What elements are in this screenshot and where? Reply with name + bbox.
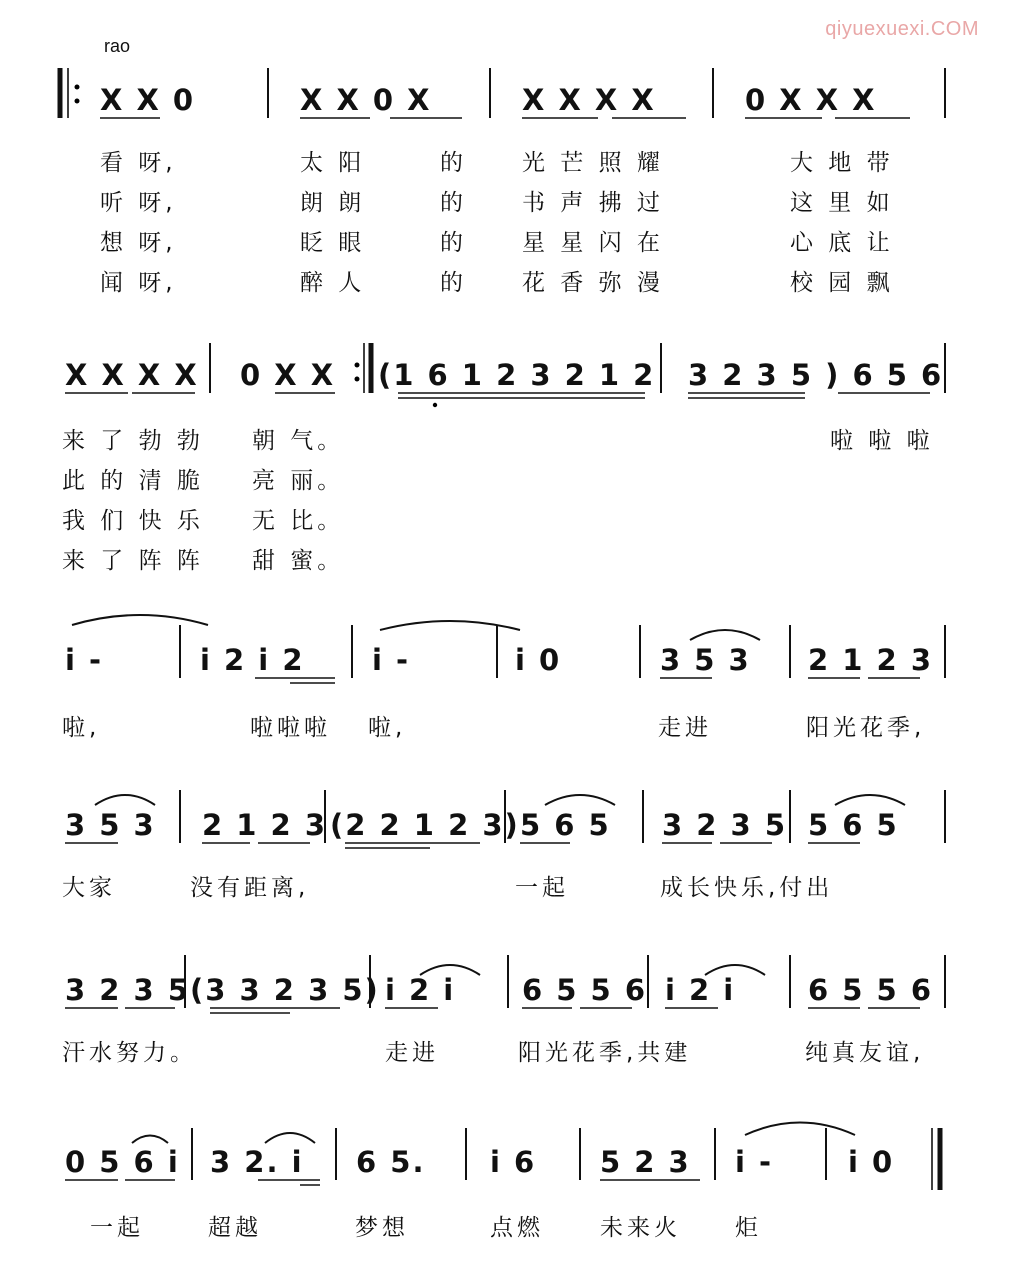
- system-4: [62, 790, 945, 901]
- measure-notes: i 2 i: [665, 973, 736, 1007]
- measure-notes: 6 5.: [356, 1145, 426, 1179]
- lyric: 梦想: [355, 1215, 409, 1241]
- lyric: 啦啦啦: [250, 715, 331, 741]
- slur: [265, 1133, 315, 1143]
- measure-notes: 3 2 3 5 ) 6 5 6: [688, 358, 944, 392]
- watermark-text: qiyuexuexi.COM: [825, 18, 979, 40]
- lyric: 啦,: [62, 715, 101, 741]
- lyric: 超越: [208, 1215, 262, 1241]
- system-3: [62, 615, 945, 741]
- measure-notes: 0 X X: [240, 358, 336, 392]
- measure-notes: 2 1 2 3: [808, 643, 934, 677]
- lyric: 我 们 快 乐: [62, 508, 204, 534]
- lyric: 校 园 飘: [790, 270, 894, 296]
- lyric: 阳光花季,共建: [518, 1040, 692, 1066]
- lyric: 未来火: [600, 1215, 681, 1241]
- measure-notes: X X X X: [65, 358, 199, 392]
- final-lyric-line: [90, 1215, 762, 1241]
- lyric: 朝 气。: [252, 428, 345, 454]
- lyric: 炬: [735, 1215, 762, 1241]
- lyric: 阳光花季,: [806, 715, 926, 741]
- system-6: [65, 1123, 940, 1242]
- lyric: 此 的 清 脆: [62, 468, 204, 494]
- lyric: 没有距离,: [190, 875, 310, 901]
- octave-dot: [433, 403, 437, 407]
- lyric: 星 星 闪 在: [522, 230, 664, 256]
- system-2: [62, 343, 945, 574]
- measure-notes: 3 2 3 5: [662, 808, 788, 842]
- lyric: 点燃: [490, 1215, 544, 1241]
- lyric: 一起: [515, 875, 569, 901]
- lyric: 纯真友谊,: [805, 1040, 925, 1066]
- lyric: 的: [440, 150, 467, 176]
- repeat-dot: [355, 363, 360, 368]
- lyric: 亮 丽。: [252, 468, 345, 494]
- measure-notes: i 0: [848, 1145, 895, 1179]
- lyric: 花 香 弥 漫: [522, 270, 664, 296]
- measure-notes: 3 2 3 5: [65, 973, 191, 1007]
- verse-4: [100, 270, 894, 296]
- lyric: 想 呀,: [100, 230, 177, 256]
- measure-notes: X X 0: [100, 83, 196, 117]
- lyric: 甜 蜜。: [252, 548, 345, 574]
- lyric: 的: [440, 190, 467, 216]
- measure-notes: i 2 i: [385, 973, 456, 1007]
- measure-notes: 6 5 5 6: [522, 973, 648, 1007]
- lyric: 太 阳: [300, 150, 366, 176]
- measure-notes: i 6: [490, 1145, 537, 1179]
- repeat-dot: [355, 377, 360, 382]
- measure-notes: 5 2 3: [600, 1145, 691, 1179]
- lyric: 朗 朗: [300, 190, 366, 216]
- lyric: 大家: [62, 875, 116, 901]
- slur: [690, 630, 760, 640]
- measure-notes: 5 6 5: [520, 808, 611, 842]
- lyric: 心 底 让: [790, 230, 894, 256]
- lyric: 来 了 勃 勃: [62, 428, 204, 454]
- measure-notes: (2 2 1 2 3): [330, 808, 520, 842]
- tie: [380, 621, 520, 630]
- lyric: 一起: [90, 1215, 144, 1241]
- lyric: 醉 人: [300, 270, 366, 296]
- measure-notes: (1 6 1 2 3 2 1 2: [378, 358, 656, 392]
- lyric: 书 声 拂 过: [522, 190, 664, 216]
- verse-2: [100, 190, 894, 216]
- measure-notes: 3 5 3: [660, 643, 751, 677]
- direction-mark: rao: [104, 36, 131, 56]
- measure-notes: (3 3 2 3 5): [190, 973, 380, 1007]
- repeat-dot: [75, 85, 80, 90]
- measure-notes: 0 5 6 i: [65, 1145, 180, 1179]
- slur: [95, 795, 155, 805]
- verse-3: [100, 230, 894, 256]
- system-5: [62, 955, 945, 1066]
- tie: [72, 615, 208, 625]
- lyric: 听 呀,: [100, 190, 177, 216]
- lyric: 这 里 如: [790, 190, 894, 216]
- lyric: 来 了 阵 阵: [62, 548, 204, 574]
- measure-notes: X X 0 X: [300, 83, 432, 117]
- measure-notes: i -: [65, 643, 104, 677]
- measure-notes: 3 2. i: [210, 1145, 304, 1179]
- lyric: 成长快乐,付出: [660, 875, 834, 901]
- lyric: 闻 呀,: [100, 270, 177, 296]
- verse-1: [100, 150, 894, 176]
- lyric: 走进: [385, 1040, 439, 1066]
- lyric: 眨 眼: [300, 230, 366, 256]
- measure-notes: i -: [372, 643, 411, 677]
- measure-notes: i 2 i 2: [200, 643, 305, 677]
- repeat-dot: [75, 99, 80, 104]
- lyric: 的: [440, 270, 467, 296]
- lyric: 大 地 带: [790, 150, 894, 176]
- lyric: 走进: [658, 715, 712, 741]
- lyric: 的: [440, 230, 467, 256]
- measure-notes: 0 X X X: [745, 83, 877, 117]
- measure-notes: i 0: [515, 643, 562, 677]
- lyric: 看 呀,: [100, 150, 177, 176]
- lyric: 啦 啦 啦: [830, 428, 934, 454]
- tie: [745, 1123, 855, 1136]
- measure-notes: X X X X: [522, 83, 656, 117]
- slur: [545, 795, 615, 805]
- measure-notes: 6 5 5 6: [808, 973, 934, 1007]
- measure-notes: 3 5 3: [65, 808, 156, 842]
- slur: [132, 1136, 168, 1144]
- measure-notes: 5 6 5: [808, 808, 899, 842]
- lyric: 光 芒 照 耀: [522, 150, 664, 176]
- slur: [835, 795, 905, 805]
- measure-notes: i -: [735, 1145, 774, 1179]
- measure-notes: 2 1 2 3: [202, 808, 328, 842]
- system-1: [60, 68, 945, 296]
- lyric: 啦,: [368, 715, 407, 741]
- lyric: 无 比。: [252, 508, 345, 534]
- lyric: 汗水努力。: [62, 1040, 197, 1066]
